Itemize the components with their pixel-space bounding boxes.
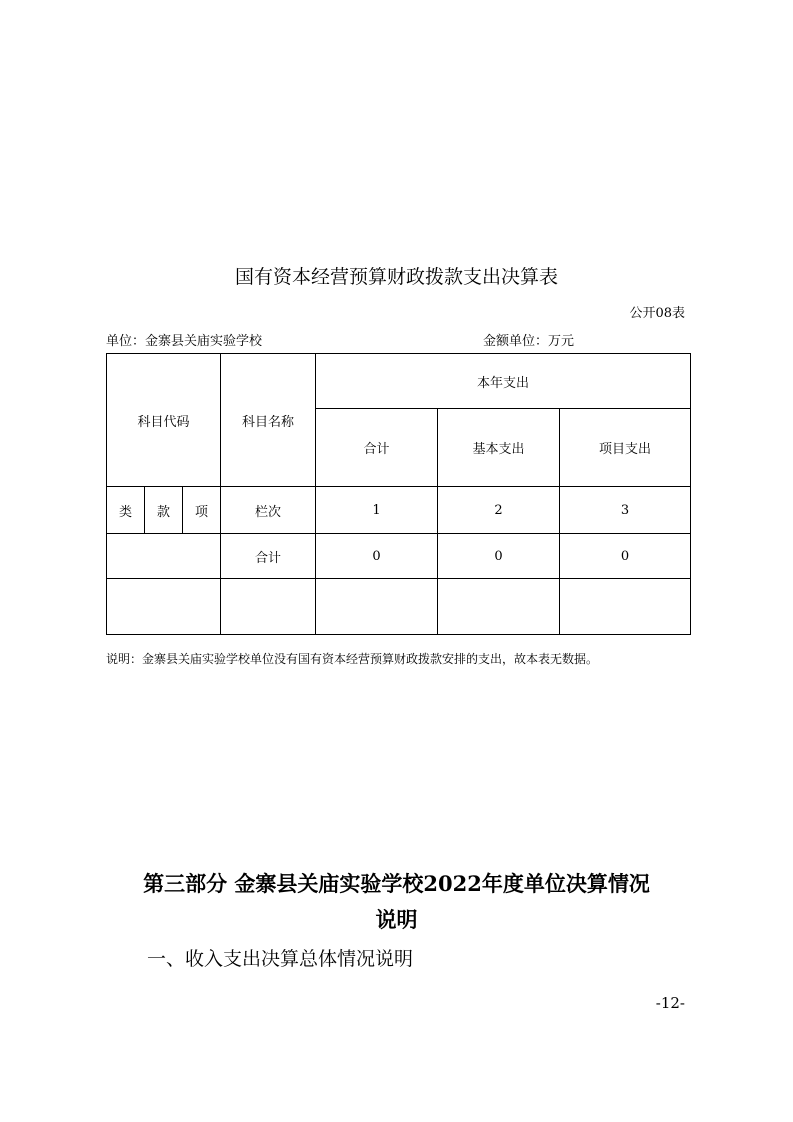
header-subject-name: 科目名称: [221, 354, 316, 487]
table-title: 国有资本经营预算财政拨款支出决算表: [234, 266, 558, 288]
page-number: -12-: [655, 994, 685, 1012]
index-col3: 3: [560, 487, 691, 534]
header-row-1: [107, 354, 691, 409]
total-row-label: 合计: [221, 534, 316, 579]
unit-label: 单位：金寨县关庙实验学校: [106, 334, 263, 349]
index-xiang: 项: [183, 487, 221, 534]
section-heading: 一、收入支出决算总体情况说明: [147, 948, 414, 970]
header-total: 合计: [316, 409, 438, 487]
header-basic-expense: 基本支出: [438, 409, 560, 487]
empty-cell: [438, 579, 560, 635]
empty-cell: [221, 579, 316, 635]
index-kuan: 款: [145, 487, 183, 534]
total-row-code: [107, 534, 221, 579]
total-row-project: 0: [560, 534, 691, 579]
index-col2: 2: [438, 487, 560, 534]
empty-cell: [107, 579, 221, 635]
index-row: [107, 487, 691, 534]
header-subject-code: 科目代码: [107, 354, 221, 487]
empty-cell: [316, 579, 438, 635]
table-note: 说明：金寨县关庙实验学校单位没有国有资本经营预算财政拨款安排的支出，故本表无数据。: [106, 652, 599, 666]
index-lei: 类: [107, 487, 145, 534]
total-row-total: 0: [316, 534, 438, 579]
part-heading-line2: 说明: [375, 907, 418, 932]
header-current-year-expense: 本年支出: [316, 354, 691, 409]
total-row: [107, 534, 691, 579]
table-code: 公开08表: [629, 306, 685, 321]
empty-cell: [560, 579, 691, 635]
empty-row: [107, 579, 691, 635]
index-label: 栏次: [221, 487, 316, 534]
part-heading-line1: 第三部分 金寨县关庙实验学校2022年度单位决算情况: [143, 871, 650, 896]
header-project-expense: 项目支出: [560, 409, 691, 487]
index-col1: 1: [316, 487, 438, 534]
amount-unit-label: 金额单位：万元: [483, 334, 575, 349]
total-row-basic: 0: [438, 534, 560, 579]
expense-table: [106, 353, 691, 635]
